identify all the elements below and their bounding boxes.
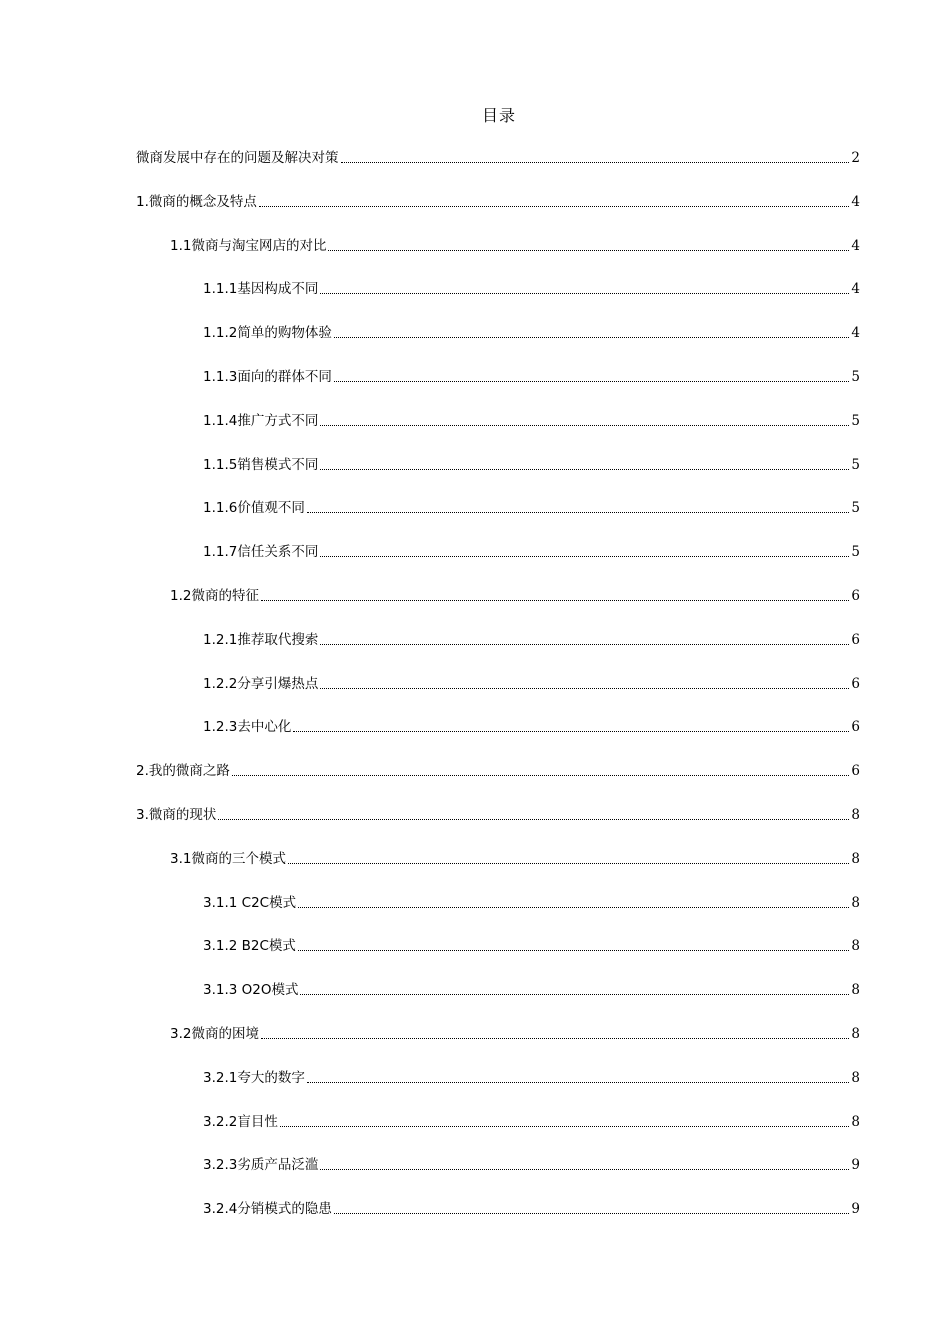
dot-leader bbox=[293, 731, 849, 732]
toc-page-number: 4 bbox=[851, 193, 860, 210]
toc-page-number: 8 bbox=[851, 1069, 860, 1086]
dot-leader bbox=[288, 863, 849, 864]
toc-entry[interactable] bbox=[136, 191, 860, 213]
toc-entry-text: 3.2.4分销模式的隐患 bbox=[203, 1201, 332, 1218]
dot-leader bbox=[320, 688, 849, 689]
dot-leader bbox=[298, 950, 849, 951]
toc-page-number: 6 bbox=[851, 675, 860, 692]
toc-page-number: 5 bbox=[851, 412, 860, 429]
toc-page-number: 8 bbox=[851, 850, 860, 867]
toc-entry[interactable] bbox=[170, 848, 860, 870]
toc-entry-text: 1.1.1基因构成不同 bbox=[203, 281, 319, 298]
toc-entry[interactable] bbox=[203, 278, 860, 300]
toc-entry[interactable] bbox=[203, 716, 860, 738]
toc-page-number: 8 bbox=[851, 1113, 860, 1130]
toc-entry-text: 3.微商的现状 bbox=[136, 807, 217, 823]
toc-entry-text: 3.2微商的困境 bbox=[170, 1026, 259, 1042]
toc-page-number: 4 bbox=[851, 281, 860, 298]
toc-entry-text: 1.2.2分享引爆热点 bbox=[203, 675, 319, 692]
toc-entry[interactable] bbox=[203, 892, 860, 914]
dot-leader bbox=[320, 556, 849, 557]
toc-entry[interactable] bbox=[203, 629, 860, 651]
toc-entry-text: 1.1.6价值观不同 bbox=[203, 500, 305, 517]
toc-page-number: 8 bbox=[851, 982, 860, 999]
toc-entry-text: 1.2.1推荐取代搜索 bbox=[203, 631, 319, 648]
dot-leader bbox=[341, 162, 850, 163]
dot-leader bbox=[261, 1038, 849, 1039]
toc-entry[interactable] bbox=[203, 410, 860, 432]
dot-leader bbox=[218, 819, 849, 820]
toc-entry-text: 1.2.3去中心化 bbox=[203, 719, 292, 736]
toc-entry[interactable] bbox=[136, 147, 860, 169]
dot-leader bbox=[320, 293, 849, 294]
toc-entry-text: 3.2.2盲目性 bbox=[203, 1113, 278, 1130]
dot-leader bbox=[334, 337, 850, 338]
toc-page-number: 8 bbox=[851, 938, 860, 955]
toc-entry-text: 3.1.3 O2O模式 bbox=[203, 982, 299, 999]
toc-entry-text: 1.1.2简单的购物体验 bbox=[203, 325, 332, 342]
toc-entry[interactable] bbox=[136, 760, 860, 782]
toc-entry-text: 1.2微商的特征 bbox=[170, 588, 259, 604]
toc-entry[interactable] bbox=[203, 366, 860, 388]
dot-leader bbox=[307, 512, 850, 513]
dot-leader bbox=[259, 206, 850, 207]
toc-page-number: 8 bbox=[851, 807, 860, 823]
toc-entry-text: 3.1.2 B2C模式 bbox=[203, 938, 296, 955]
toc-entry-text: 微商发展中存在的问题及解决对策 bbox=[136, 150, 339, 166]
toc-page-number: 9 bbox=[851, 1157, 860, 1174]
toc-entry[interactable] bbox=[203, 979, 860, 1001]
toc-page-number: 6 bbox=[851, 763, 860, 780]
toc-entry[interactable] bbox=[203, 1154, 860, 1176]
toc-page-number: 4 bbox=[851, 325, 860, 342]
dot-leader bbox=[307, 1082, 850, 1083]
toc-page-number: 9 bbox=[851, 1201, 860, 1218]
toc-entry[interactable] bbox=[136, 804, 860, 826]
toc-entry[interactable] bbox=[203, 541, 860, 563]
dot-leader bbox=[334, 381, 850, 382]
toc-page-number: 5 bbox=[851, 456, 860, 473]
toc-entry[interactable] bbox=[203, 1111, 860, 1133]
toc-entry-text: 2.我的微商之路 bbox=[136, 763, 230, 780]
dot-leader bbox=[320, 469, 849, 470]
toc-entry-text: 3.1微商的三个模式 bbox=[170, 850, 286, 867]
toc-entry[interactable] bbox=[170, 585, 860, 607]
toc-page-number: 2 bbox=[851, 150, 860, 166]
dot-leader bbox=[320, 1169, 849, 1170]
toc-entry[interactable] bbox=[203, 322, 860, 344]
toc-page-number: 6 bbox=[851, 719, 860, 736]
toc-page-number: 4 bbox=[851, 237, 860, 254]
dot-leader bbox=[328, 250, 849, 251]
toc-page-number: 6 bbox=[851, 588, 860, 604]
toc-entry-text: 3.1.1 C2C模式 bbox=[203, 894, 297, 911]
toc-page-number: 8 bbox=[851, 1026, 860, 1042]
toc-title: 目录 bbox=[481, 106, 516, 125]
toc-entry-text: 1.1.4推广方式不同 bbox=[203, 412, 319, 429]
toc-entry[interactable] bbox=[203, 497, 860, 519]
toc-entry-text: 1.1.3面向的群体不同 bbox=[203, 369, 332, 385]
dot-leader bbox=[334, 1213, 850, 1214]
dot-leader bbox=[232, 775, 850, 776]
toc-entry-text: 1.1.7信任关系不同 bbox=[203, 544, 319, 561]
dot-leader bbox=[320, 425, 849, 426]
toc-entry-text: 1.微商的概念及特点 bbox=[136, 193, 257, 210]
toc-page-number: 5 bbox=[851, 544, 860, 561]
toc-entry-text: 1.1微商与淘宝网店的对比 bbox=[170, 237, 327, 254]
toc-entry[interactable] bbox=[203, 1198, 860, 1220]
toc-entry-text: 3.2.1夸大的数字 bbox=[203, 1069, 305, 1086]
toc-entry[interactable] bbox=[203, 454, 860, 476]
toc-page-number: 5 bbox=[851, 369, 860, 385]
toc-entry-text: 3.2.3劣质产品泛滥 bbox=[203, 1157, 319, 1174]
dot-leader bbox=[280, 1126, 850, 1127]
toc-page-number: 8 bbox=[851, 894, 860, 911]
toc-entry[interactable] bbox=[203, 935, 860, 957]
toc-page-number: 5 bbox=[851, 500, 860, 517]
toc-page-number: 6 bbox=[851, 631, 860, 648]
toc-entry[interactable] bbox=[203, 1067, 860, 1089]
dot-leader bbox=[300, 994, 849, 995]
dot-leader bbox=[261, 600, 849, 601]
toc-entry[interactable] bbox=[203, 673, 860, 695]
toc-entry[interactable] bbox=[170, 1023, 860, 1045]
dot-leader bbox=[298, 907, 849, 908]
toc-entry[interactable] bbox=[170, 235, 860, 257]
dot-leader bbox=[320, 644, 849, 645]
toc-entry-text: 1.1.5销售模式不同 bbox=[203, 456, 319, 473]
